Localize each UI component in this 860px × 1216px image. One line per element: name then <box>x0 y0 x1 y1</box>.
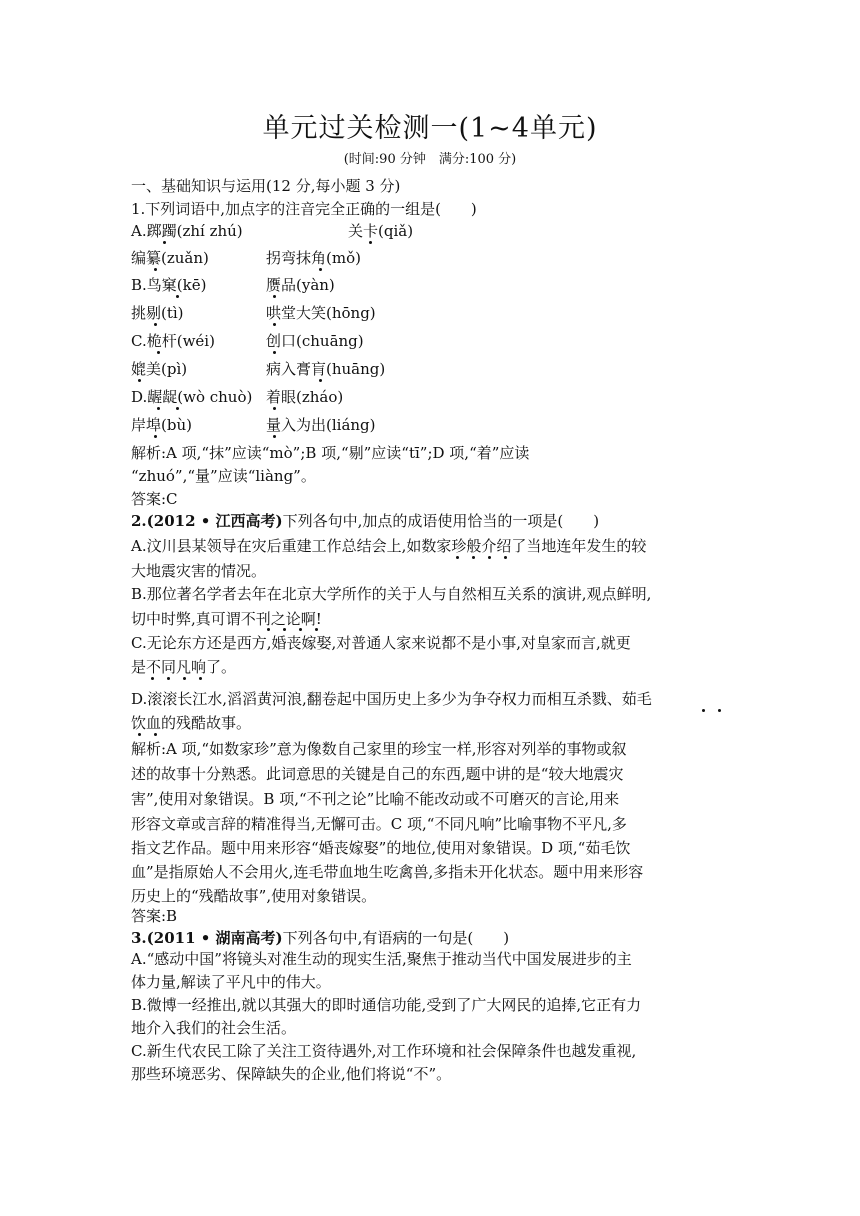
q2-answer: 答案:B <box>131 907 178 925</box>
emphasis-dot <box>702 709 705 712</box>
question-1-stem: 1.下列词语中,加点字的注音完全正确的一组是( ) <box>131 200 477 218</box>
emphasis-dot <box>199 677 202 680</box>
q1-option-cell: B.鸟窠(kē) <box>131 276 207 294</box>
q1-option-cell: 媲美(pì) <box>131 360 188 378</box>
emphasis-dot <box>154 733 157 736</box>
emphasis-dot <box>167 677 170 680</box>
emphasis-dot <box>157 351 160 354</box>
q1-option-cell: 拐弯抹角(mǒ) <box>266 249 361 267</box>
q2-stem-text: 下列各句中,加点的成语使用恰当的一项是( ) <box>282 512 600 530</box>
q2-analysis-line: 血”是指原始人不会用火,连毛带血地生吃禽兽,多指未开化状态。题中用来形容 <box>131 863 644 881</box>
emphasis-dot <box>319 379 322 382</box>
q2-analysis-line: 指文艺作品。题中用来形容“婚丧嫁娶”的地位,使用对象错误。D 项,“茹毛饮 <box>131 839 631 857</box>
q2-number: 2. <box>131 512 147 530</box>
q2-analysis-line: 历史上的“残酷故事”,使用对象错误。 <box>131 887 377 905</box>
q1-option-cell: 着眼(zháo) <box>266 388 344 406</box>
q3-stem-text: 下列各句中,有语病的一句是( ) <box>282 929 510 947</box>
emphasis-dot <box>273 323 276 326</box>
q3-option-line: A.“感动中国”将镜头对准生动的现实生活,聚焦于推动当代中国发展进步的主 <box>131 950 632 968</box>
emphasis-dot <box>154 323 157 326</box>
q1-answer: 答案:C <box>131 490 178 508</box>
emphasis-dot <box>176 407 179 410</box>
q2-option-line: 是不同凡响了。 <box>131 658 237 676</box>
section-heading: 一、基础知识与运用(12 分,每小题 3 分) <box>131 177 401 195</box>
emphasis-dot <box>154 435 157 438</box>
q3-number: 3. <box>131 929 147 947</box>
emphasis-dot <box>369 241 372 244</box>
question-3-stem <box>131 927 509 949</box>
emphasis-dot <box>504 556 507 559</box>
q3-option-line: 那些环境恶劣、保障缺失的企业,他们将说“不”。 <box>131 1065 452 1083</box>
q3-option-line: B.微博一经推出,就以其强大的即时通信功能,受到了广大网民的追捧,它正有力 <box>131 996 642 1014</box>
emphasis-dot <box>472 556 475 559</box>
q3-option-line: C.新生代农民工除了关注工资待遇外,对工作环境和社会保障条件也越发重视, <box>131 1042 637 1060</box>
q3-option-line: 体力量,解读了平凡中的伟大。 <box>131 973 331 991</box>
question-2-stem <box>131 510 599 532</box>
page-subtitle: (时间:90 分钟 满分:100 分) <box>343 152 517 167</box>
q1-option-cell: 赝品(yàn) <box>266 276 335 294</box>
q3-source: (2011 • 湖南高考) <box>146 929 283 947</box>
q1-option-cell: 挑剔(tì) <box>131 304 184 322</box>
q2-analysis-line: 述的故事十分熟悉。此词意思的关键是自己的东西,题中讲的是“较大地震灾 <box>131 765 624 783</box>
q2-option-line: 饮血的残酷故事。 <box>131 714 252 732</box>
q2-option-line: C.无论东方还是西方,婚丧嫁娶,对普通人家来说都不是小事,对皇家而言,就更 <box>131 634 631 652</box>
q2-option-line: A.汶川县某领导在灾后重建工作总结会上,如数家珍般介绍了当地连年发生的较 <box>131 537 647 555</box>
emphasis-dot <box>157 407 160 410</box>
q1-analysis: “zhuó”,“量”应读“liàng”。 <box>131 467 316 485</box>
q2-option-line: B.那位著名学者去年在北京大学所作的关于人与自然相互关系的演讲,观点鲜明, <box>131 585 652 603</box>
emphasis-dot <box>299 628 302 631</box>
q1-option-cell: A.踯躅(zhí zhú) <box>131 222 243 240</box>
q2-option-line: D.滚滚长江水,滔滔黄河浪,翻卷起中国历史上多少为争夺权力而相互杀戮、茹毛 <box>131 690 652 708</box>
emphasis-dot <box>183 677 186 680</box>
emphasis-dot <box>315 628 318 631</box>
q3-option-line: 地介入我们的社会生活。 <box>131 1019 297 1037</box>
emphasis-dot <box>273 351 276 354</box>
emphasis-dot <box>138 379 141 382</box>
q1-option-cell: 病入膏肓(huāng) <box>266 360 386 378</box>
q1-option-cell: 岸埠(bù) <box>131 416 192 434</box>
emphasis-dot <box>151 677 154 680</box>
q2-analysis-line: 害”,使用对象错误。B 项,“不刊之论”比喻不能改动或不可磨灭的言论,用来 <box>131 790 620 808</box>
emphasis-dot <box>273 295 276 298</box>
emphasis-dot <box>283 628 286 631</box>
q1-option-cell: 创口(chuāng) <box>266 332 364 350</box>
q1-option-cell: C.桅杆(wéi) <box>131 332 215 350</box>
q1-analysis: 解析:A 项,“抹”应读“mò”;B 项,“剔”应读“tī”;D 项,“着”应读 <box>131 444 530 462</box>
q1-option-cell: D.龌龊(wò chuò) <box>131 388 253 406</box>
emphasis-dot <box>176 295 179 298</box>
q1-option-cell: 编纂(zuǎn) <box>131 249 209 267</box>
q2-analysis-line: 解析:A 项,“如数家珍”意为像数自己家里的珍宝一样,形容对列举的事物或叙 <box>131 740 627 758</box>
emphasis-dot <box>163 241 166 244</box>
page-title: 单元过关检测一(1~4单元) <box>262 113 598 144</box>
q1-option-cell: 关卡(qiǎ) <box>348 222 414 240</box>
emphasis-dot <box>718 709 721 712</box>
q1-option-cell: 量入为出(liáng) <box>266 416 376 434</box>
emphasis-dot <box>138 733 141 736</box>
emphasis-dot <box>273 435 276 438</box>
q2-option-line: 切中时弊,真可谓不刊之论啊! <box>131 610 322 628</box>
emphasis-dot <box>456 556 459 559</box>
emphasis-dot <box>267 628 270 631</box>
q2-option-line: 大地震灾害的情况。 <box>131 562 267 580</box>
emphasis-dot <box>488 556 491 559</box>
emphasis-dot <box>319 268 322 271</box>
q1-option-cell: 哄堂大笑(hōng) <box>266 304 376 322</box>
q2-source: (2012 • 江西高考) <box>146 512 283 530</box>
q2-analysis-line: 形容文章或言辞的精准得当,无懈可击。C 项,“不同凡响”比喻事物不平凡,多 <box>131 815 627 833</box>
emphasis-dot <box>273 407 276 410</box>
emphasis-dot <box>154 268 157 271</box>
